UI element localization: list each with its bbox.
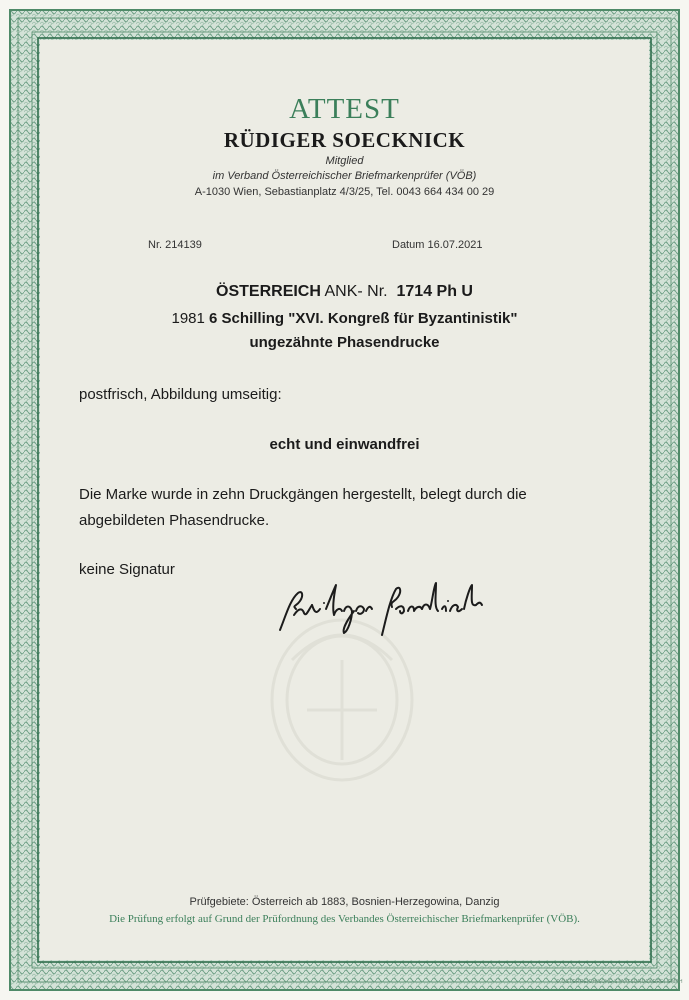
item-year: 1981 — [171, 310, 205, 327]
item-description: 6 Schilling "XVI. Kongreß für Byzantinistik" — [209, 310, 518, 327]
signature-note: keine Signatur — [79, 561, 175, 578]
remark-line-2: abgebildeten Phasendrucke. — [79, 512, 270, 529]
membership-label: Mitglied — [325, 155, 364, 167]
printer-imprint: © ÖSTERREICHISCHE STAATSDRUCKEREI GMBH — [556, 979, 683, 985]
examiner-address: A-1030 Wien, Sebastianplatz 4/3/25, Tel. 0043 664 434 00 29 — [194, 186, 495, 198]
item-variety: ungezähnte Phasendrucke — [249, 334, 440, 351]
item-description-line — [0, 310, 689, 327]
certificate-date: Datum 16.07.2021 — [392, 239, 483, 251]
certificate-number: Nr. 214139 — [148, 239, 202, 251]
legal-footer: Die Prüfung erfolgt auf Grund der Prüfordnung des Verbandes Österreichischer Briefmarkenprüfer (VÖB). — [109, 913, 580, 925]
item-condition: postfrisch, Abbildung umseitig: — [79, 386, 282, 403]
handwritten-signature — [272, 575, 492, 645]
remark-line-1: Die Marke wurde in zehn Druckgängen hergestellt, belegt durch die — [79, 486, 527, 503]
item-catalog-number: 1714 Ph U — [396, 283, 473, 300]
examination-areas: Prüfgebiete: Österreich ab 1883, Bosnien-Herzegowina, Danzig — [189, 896, 500, 908]
item-country: ÖSTERREICH — [216, 283, 321, 300]
item-catalog-prefix: ANK- Nr. — [324, 283, 388, 300]
expert-verdict: echt und einwandfrei — [269, 436, 420, 453]
certificate-title: ATTEST — [289, 93, 400, 125]
item-catalog-line — [0, 283, 689, 301]
association-name: im Verband Österreichischer Briefmarkenprüfer (VÖB) — [212, 170, 477, 182]
examiner-name: RÜDIGER SOECKNICK — [223, 128, 466, 152]
